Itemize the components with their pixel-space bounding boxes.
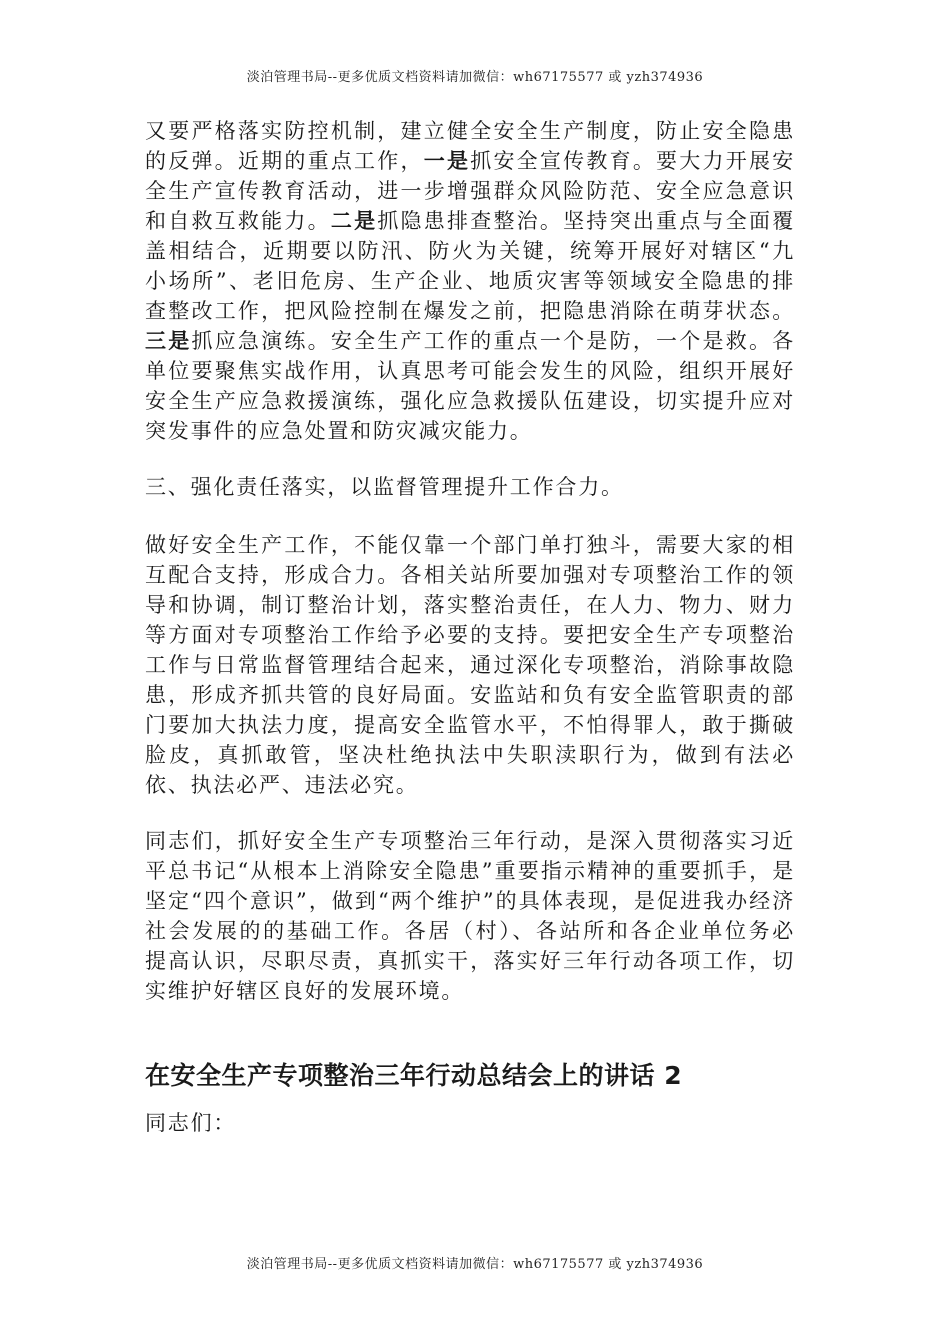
paragraph-text: 抓安全宣传教育。要大力开展安全生产宣传教育活动，进一步增强群众风险防范、安全应急意识和自救互救能力。: [145, 149, 795, 233]
paragraph-responsibility: 做好安全生产工作，不能仅靠一个部门单打独斗，需要大家的相互配合支持，形成合力。各相关站所要加强对专项整治工作的领导和协调，制订整治计划，落实整治责任，在人力、物力、财力等方面对专项整治工作给予必要的支持。要把安全生产专项整治工作与日常监督管理结合起来，通过深化专项整治，消除事故隐患，形成齐抓共管的良好局面。安监站和负有安全监管职责的部门要加大执法力度，提高安全监管水平，不怕得罪人，敢于撕破脸皮，真抓敢管，坚决杜绝执法中失职渎职行为，做到有法必依、执法必严、违法必究。: [145, 533, 795, 797]
emphasis-third: 三是: [145, 328, 192, 353]
paragraph-key-tasks: [145, 116, 795, 446]
page-header-watermark: 淡泊管理书局--更多优质文档资料请加微信：wh67175577 或 yzh374936: [246, 70, 704, 85]
salutation: 同志们：: [145, 1111, 237, 1135]
paragraph-text: 抓应急演练。安全生产工作的重点一个是防，一个是救。各单位要聚焦实战作用，认真思考可能会发生的风险，组织开展好安全生产应急救援演练，强化应急救援队伍建设，切实提升应对突发事件的应急处置和防灾减灾能力。: [145, 329, 795, 443]
speech-title: 在安全生产专项整治三年行动总结会上的讲话 2: [145, 1061, 683, 1090]
emphasis-second: 二是: [330, 208, 378, 233]
paragraph-text: 又要严格落实防控机制，建立健全安全生产制度，防止安全隐患的反弹。近期的重点工作，: [145, 119, 795, 173]
page-footer-watermark: 淡泊管理书局--更多优质文档资料请加微信：wh67175577 或 yzh374936: [246, 1257, 704, 1272]
section-heading-3: 三、强化责任落实，以监督管理提升工作合力。: [145, 475, 624, 499]
document-body: [145, 116, 795, 1138]
paragraph-conclusion: 同志们，抓好安全生产专项整治三年行动，是深入贯彻落实习近平总书记“从根本上消除安全隐患”重要指示精神的重要抓手，是坚定“四个意识”，做到“两个维护”的具体表现，是促进我办经济社会发展的的基础工作。各居（村）、各站所和各企业单位务必提高认识，尽职尽责，真抓实干，落实好三年行动各项工作，切实维护好辖区良好的发展环境。: [145, 829, 795, 1003]
emphasis-first: 一是: [423, 148, 471, 173]
paragraph-text: 抓隐患排查整治。坚持突出重点与全面覆盖相结合，近期要以防汛、防火为关键，统筹开展好对辖区“九小场所”、老旧危房、生产企业、地质灾害等领域安全隐患的排查整改工作，把风险控制在爆发之前，把隐患消除在萌芽状态。: [145, 209, 796, 323]
